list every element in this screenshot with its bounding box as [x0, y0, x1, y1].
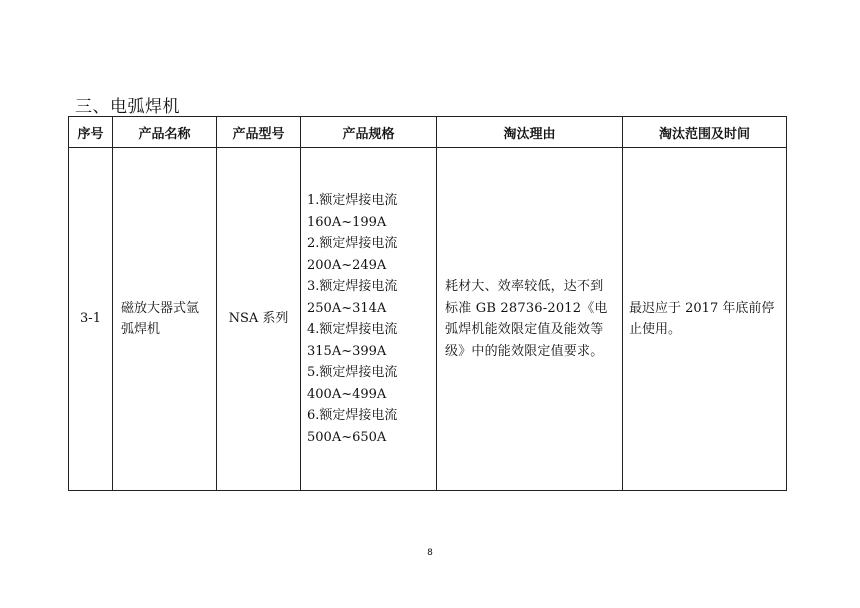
page-number: 8	[427, 548, 433, 558]
spec-line: 3.额定焊接电流	[307, 279, 398, 294]
cell-no: 3-1	[69, 148, 113, 491]
spec-line: 1.额定焊接电流	[307, 193, 398, 208]
phaseout-table	[68, 116, 787, 491]
header-product-spec: 产品规格	[301, 117, 437, 148]
cell-phaseout-scope: 最迟应于 2017 年底前停止使用。	[623, 148, 787, 491]
spec-line: 5.额定焊接电流	[307, 365, 398, 380]
spec-line: 160A~199A	[307, 214, 387, 230]
header-product-name: 产品名称	[113, 117, 217, 148]
cell-product-spec	[301, 148, 437, 491]
header-phaseout-reason: 淘汰理由	[437, 117, 623, 148]
table-row	[69, 148, 787, 491]
spec-line: 400A~499A	[307, 386, 387, 402]
spec-line: 2.额定焊接电流	[307, 236, 398, 251]
cell-product-name: 磁放大器式氩弧焊机	[113, 148, 217, 491]
spec-line: 6.额定焊接电流	[307, 408, 398, 423]
cell-phaseout-reason: 耗材大、效率较低，达不到标准 GB 28736-2012《电弧焊机能效限定值及能效等级》中的能效限定值要求。	[437, 148, 623, 491]
spec-line: 200A~249A	[307, 257, 387, 273]
spec-line: 500A~650A	[307, 429, 387, 445]
spec-line: 4.额定焊接电流	[307, 322, 398, 337]
header-product-model: 产品型号	[217, 117, 301, 148]
cell-product-model: NSA 系列	[217, 148, 301, 491]
table-header-row	[69, 117, 787, 148]
spec-line: 315A~399A	[307, 343, 387, 359]
header-phaseout-scope: 淘汰范围及时间	[623, 117, 787, 148]
header-no: 序号	[69, 117, 113, 148]
section-title: 三、电弧焊机	[75, 97, 180, 117]
spec-line: 250A~314A	[307, 300, 387, 316]
